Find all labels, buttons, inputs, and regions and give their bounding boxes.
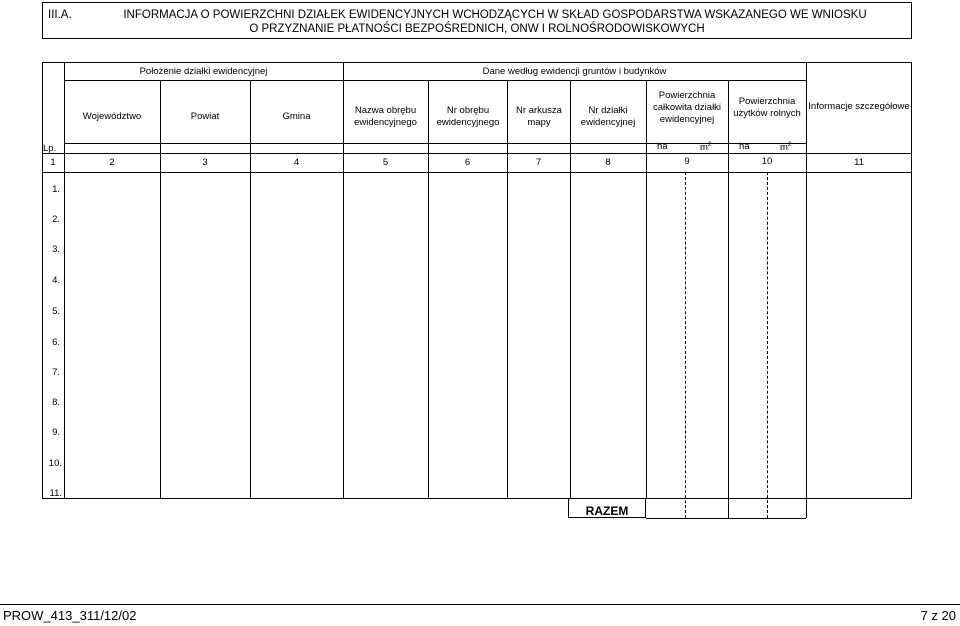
row-label: 4.: [52, 275, 60, 286]
section-number: III.A.: [48, 9, 72, 21]
col-num-10: 10: [761, 156, 773, 167]
header-location: Położenie działki ewidencyjnej: [139, 66, 268, 77]
col-header-county: Powiat: [190, 111, 220, 122]
row-label: 3.: [52, 244, 60, 255]
col-header-commune: Gmina: [282, 111, 311, 122]
col-header-voivodeship: Województwo: [82, 111, 142, 122]
row-label: 10.: [48, 458, 62, 469]
form-code: PROW_413_311/12/02: [3, 608, 137, 623]
row-label: 5.: [52, 306, 60, 317]
row-label: 7.: [52, 367, 60, 378]
col-header-parcel-number: Nr działki ewidencyjnej: [580, 105, 636, 128]
total-label: RAZEM: [568, 498, 646, 518]
header-registry: Dane według ewidencji gruntów i budynków: [482, 66, 667, 77]
col-num-3: 3: [202, 157, 208, 168]
row-label: 9.: [52, 427, 60, 438]
title-line-1: III.A. INFORMACJA O POWIERZCHNI DZIAŁEK EWIDENCYJNYCH WCHODZĄCYCH W SKŁAD GOSPODARSTWA WSKAZANEGO WE WNIOSKU: [48, 9, 867, 21]
col-header-agricultural-area: Powierzchnia użytków rolnych: [733, 96, 801, 119]
col-num-8: 8: [605, 157, 611, 168]
col-header-total-area: Powierzchnia całkowita działki ewidencyjnej: [652, 90, 722, 125]
unit-m2-agri: $m^2$: [780, 141, 792, 154]
row-label: 6.: [52, 337, 60, 348]
col-num-11: 11: [854, 157, 864, 168]
row-label: 11.: [49, 488, 62, 499]
row-label: 2.: [52, 214, 60, 225]
title-line-2: O PRZYZNANIE PŁATNOŚCI BEZPOŚREDNICH, ONW I ROLNOŚRODOWISKOWYCH: [249, 23, 705, 35]
col-header-precinct-number: Nr obrębu ewidencyjnego: [436, 105, 500, 128]
footer-divider: [0, 604, 960, 605]
col-num-9: 9: [684, 156, 690, 167]
col-num-5: 5: [382, 157, 389, 168]
col-header-map-sheet: Nr arkusza mapy: [516, 105, 562, 128]
lp-label: Lp.: [43, 143, 57, 154]
col-num-6: 6: [464, 157, 471, 168]
col-header-details: Informacje szczegółowe: [808, 101, 910, 112]
col-num-2: 2: [109, 157, 115, 168]
page-number: 7 z 20: [920, 608, 956, 623]
col-header-precinct-name: Nazwa obrębu ewidencyjnego: [354, 105, 417, 128]
row-label: 8.: [52, 397, 60, 408]
col-num-7: 7: [535, 157, 542, 168]
col-num-1: 1: [50, 157, 56, 168]
unit-ha-total: ha: [657, 141, 668, 152]
unit-ha-agri: ha: [739, 141, 750, 152]
col-num-4: 4: [293, 157, 300, 168]
row-label: 1.: [52, 184, 60, 195]
unit-m2-total: $m^2$: [700, 141, 712, 154]
